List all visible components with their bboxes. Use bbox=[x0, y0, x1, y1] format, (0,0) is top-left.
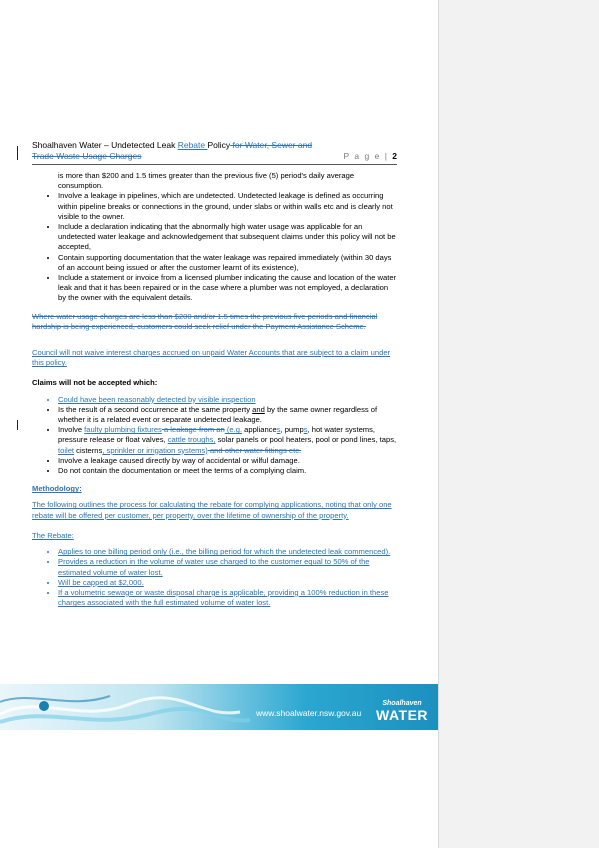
list-item: • Include a statement or invoice from a licensed plumber indicating the cause and location of the water leak and that it has been repaired or in the case where a plumber was not employed, a declaration by the owner with the equivalent details. bbox=[58, 273, 397, 304]
shoalhaven-water-logo: Shoalhaven WATER bbox=[376, 700, 429, 723]
comment-pane bbox=[438, 0, 599, 848]
header-title: Shoalhaven Water – Undetected Leak Rebate Policy for Water, Sewer and Trade Waste Usage Charges bbox=[32, 140, 313, 161]
list-item: • Involve a leakage caused directly by way of accidental or wilful damage. bbox=[58, 456, 397, 466]
shell-icon bbox=[39, 701, 49, 711]
waves-graphic bbox=[0, 684, 438, 730]
list-item: • Contain supporting documentation that the water leakage was repaired immediately (within 30 days of an account being issued or after the customer learnt of its existence), bbox=[58, 253, 397, 273]
footer-banner bbox=[0, 684, 438, 730]
list-item: • Provides a reduction in the volume of water use charged to the customer equal to 50% of the estimated volume of water lost. bbox=[58, 557, 397, 577]
claims-heading: Claims will not be accepted which: bbox=[32, 378, 158, 388]
rebate-list bbox=[32, 547, 397, 608]
list-item: • Could have been reasonably detected by visible inspection bbox=[58, 395, 397, 405]
list-item: • Include a declaration indicating that the abnormally high water usage was applicable for an undetected water leakage and acknowledgement that subsequent claims under this policy will not be accepted, bbox=[58, 222, 397, 253]
list-item: • Do not contain the documentation or meet the terms of a complying claim. bbox=[58, 466, 397, 476]
deleted-paragraph: Where water usage charges are less than $200 and/or 1.5 times the previous five periods and financial hardship is being experienced, customers could seek relief under the Payment Assistance Scheme. bbox=[32, 311, 378, 331]
paragraph: is more than $200 and 1.5 times greater than the previous five (5) period's daily average consumption. bbox=[58, 171, 355, 191]
conditions-list bbox=[32, 191, 397, 303]
change-bar bbox=[17, 146, 18, 160]
header-divider bbox=[32, 164, 397, 165]
rebate-heading: The Rebate: bbox=[32, 530, 74, 540]
claims-list bbox=[32, 395, 397, 477]
footer-url[interactable]: www.shoalwater.nsw.gov.au bbox=[256, 708, 362, 718]
list-item: • Is the result of a second occurrence at the same property and by the same owner regardless of whether it is a related event or separate undetected leakage. bbox=[58, 405, 397, 425]
list-item: • Involve faulty plumbing fixtures a leakage from an (e.g. appliances, pumps, hot water systems, pressure release or float valves, cattle troughs, solar panels or pool heaters, pool or pond lines, taps, toilet cisterns, sprinkler or irrigation systems) and other water fittings etc. bbox=[58, 425, 397, 456]
list-item: • If a volumetric sewage or waste disposal charge is applicable, providing a 100% reduction in these charges associated with the full estimated volume of water lost. bbox=[58, 588, 397, 608]
document-body bbox=[32, 171, 397, 612]
inserted-paragraph: Council will not waive interest charges accrued on unpaid Water Accounts that are subject to a claim under this policy. bbox=[32, 348, 391, 368]
page-number: P a g e | 2 bbox=[343, 151, 397, 161]
list-item: • Involve a leakage in pipelines, which are undetected. Undetected leakage is defined as occurring within pipeline breaks or connections in the ground, under slabs or within walls etc and is clearly not visible to the owner. bbox=[58, 191, 397, 222]
list-item: • Will be capped at $2,000. bbox=[58, 578, 397, 588]
change-bar bbox=[17, 420, 18, 430]
methodology-heading: Methodology: bbox=[32, 484, 82, 494]
list-item: • Applies to one billing period only (i.e., the billing period for which the undetected leak commenced). bbox=[58, 547, 397, 557]
methodology-paragraph: The following outlines the process for calculating the rebate for complying applications, noting that only one rebate will be offered per customer, per property, over the lifetime of ownership of the property. bbox=[32, 500, 392, 520]
